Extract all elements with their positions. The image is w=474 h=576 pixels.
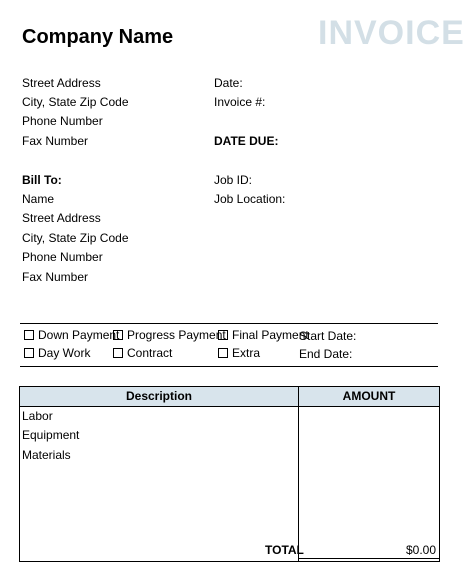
extra-option[interactable]: [218, 344, 260, 364]
final-payment-label: Final Payment: [232, 328, 309, 342]
checkbox-icon[interactable]: [113, 348, 123, 358]
invoice-number-label: Invoice #:: [214, 95, 266, 109]
options-bottom-rule: [20, 366, 438, 367]
bill-to-name: Name: [22, 192, 55, 206]
progress-payment-option[interactable]: [113, 326, 226, 346]
options-top-rule: [20, 323, 438, 324]
final-payment-option[interactable]: [218, 326, 309, 346]
line-item-equipment: Equipment: [22, 428, 80, 442]
date-due-label: DATE DUE:: [214, 134, 279, 148]
start-date-label: Start Date:: [299, 329, 357, 343]
checkbox-icon[interactable]: [218, 348, 228, 358]
total-value: $0.00: [405, 543, 436, 557]
bill-to-phone: Phone Number: [22, 250, 103, 264]
date-label: Date:: [214, 76, 243, 90]
company-name: Company Name: [22, 26, 174, 48]
bill-to-city: City, State Zip Code: [22, 231, 129, 245]
amount-header: AMOUNT: [342, 389, 396, 403]
bill-to-fax: Fax Number: [22, 270, 89, 284]
sender-city: City, State Zip Code: [22, 95, 129, 109]
job-id-label: Job ID:: [214, 173, 253, 187]
line-items-table: [19, 386, 440, 562]
checkbox-icon[interactable]: [24, 330, 34, 340]
contract-label: Contract: [127, 346, 173, 360]
day-work-label: Day Work: [38, 346, 91, 360]
sender-fax: Fax Number: [22, 134, 89, 148]
invoice-title: INVOICE: [318, 14, 465, 52]
day-work-option[interactable]: [24, 344, 90, 364]
line-item-labor: Labor: [22, 409, 53, 423]
total-label: TOTAL: [265, 543, 304, 557]
checkbox-icon[interactable]: [218, 330, 228, 340]
contract-option[interactable]: [113, 344, 172, 364]
bill-to-street: Street Address: [22, 211, 101, 225]
bill-to-heading: Bill To:: [22, 173, 62, 187]
down-payment-option[interactable]: [24, 326, 119, 346]
progress-payment-label: Progress Payment: [127, 328, 226, 342]
down-payment-label: Down Payment: [38, 328, 120, 342]
sender-phone: Phone Number: [22, 114, 103, 128]
checkbox-icon[interactable]: [113, 330, 123, 340]
sender-street: Street Address: [22, 76, 101, 90]
description-header: Description: [125, 389, 192, 403]
checkbox-icon[interactable]: [24, 348, 34, 358]
column-divider: [298, 387, 299, 561]
job-location-label: Job Location:: [214, 192, 286, 206]
extra-label: Extra: [232, 346, 261, 360]
line-item-materials: Materials: [22, 448, 71, 462]
end-date-label: End Date:: [299, 347, 353, 361]
